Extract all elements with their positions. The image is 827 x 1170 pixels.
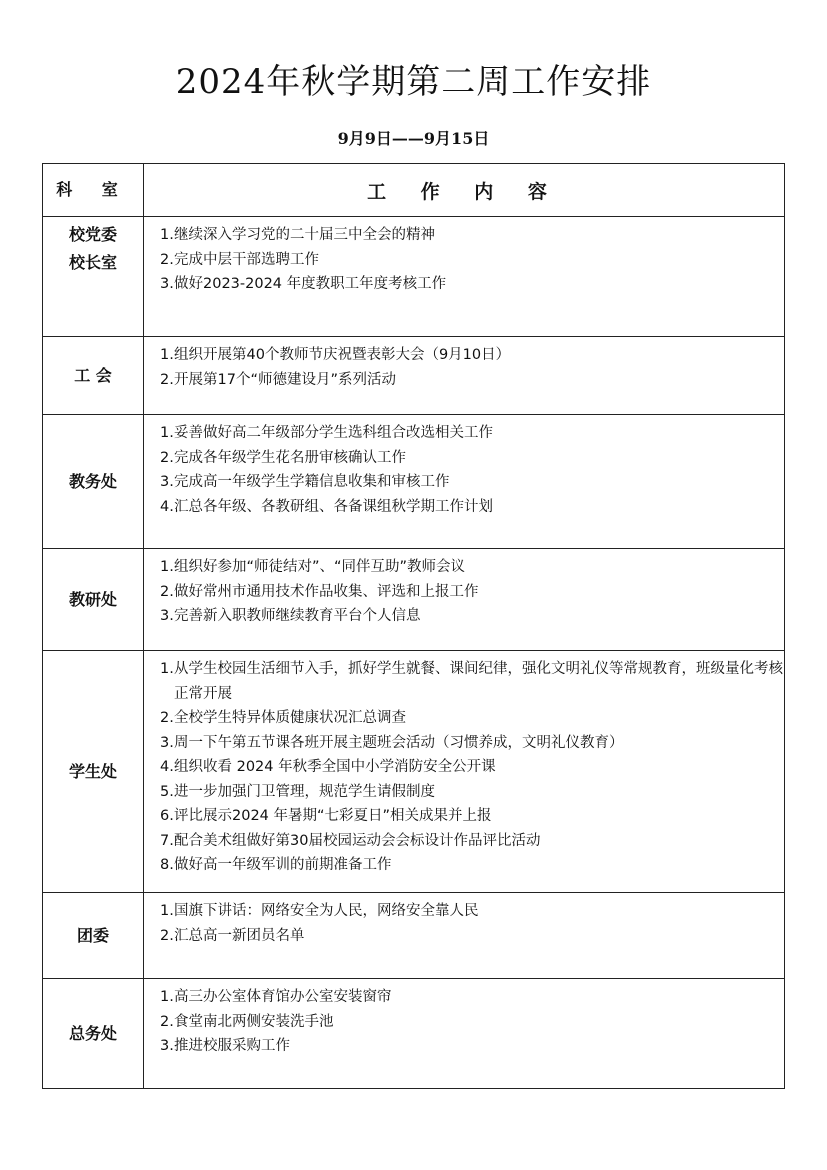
department-name: 总务处 (68, 1023, 117, 1043)
item-text: 配合美术组做好第30届校园运动会会标设计作品评比活动 (174, 832, 541, 849)
work-item (160, 580, 784, 605)
work-item (160, 804, 784, 829)
item-number: 1. (160, 559, 174, 575)
item-text: 评比展示2024 年暑期“七彩夏日”相关成果并上报 (174, 808, 492, 824)
table-row (43, 217, 785, 337)
work-item (160, 470, 784, 495)
department-cell (43, 651, 144, 893)
work-content-cell (144, 337, 785, 415)
work-item (160, 829, 784, 854)
work-item (160, 1010, 784, 1035)
item-number: 2. (160, 710, 174, 726)
work-item (160, 555, 784, 580)
item-text: 周一下午第五节课各班开展主题班会活动（习惯养成，文明礼仪教育） (174, 734, 624, 751)
work-item-list (160, 899, 784, 948)
item-number: 3. (160, 1038, 174, 1054)
item-text: 高三办公室体育馆办公室安装窗帘 (174, 989, 392, 1005)
item-number: 2. (160, 371, 174, 388)
work-item (160, 780, 784, 805)
item-number: 3. (160, 734, 174, 751)
item-text: 进一步加强门卫管理，规范学生请假制度 (174, 783, 435, 800)
work-item (160, 368, 784, 393)
work-item (160, 272, 784, 297)
work-item-list (160, 657, 784, 878)
work-item (160, 343, 784, 368)
item-number: 2. (160, 449, 174, 466)
item-number: 1. (160, 903, 174, 919)
content-header: 工 作 内 容 (144, 164, 785, 217)
department-name: 教务处 (68, 471, 117, 491)
item-text: 组织收看 2024 年秋季全国中小学消防安全公开课 (174, 759, 496, 775)
work-item-list (160, 223, 784, 297)
item-number: 2. (160, 927, 174, 944)
work-item (160, 853, 784, 878)
table-row (43, 651, 785, 893)
item-text: 完成高一年级学生学籍信息收集和审核工作 (174, 474, 450, 490)
work-item (160, 731, 784, 756)
table-header-row (43, 164, 785, 217)
table-row (43, 337, 785, 415)
item-text: 汇总各年级、各教研组、各备课组秋学期工作计划 (174, 498, 493, 515)
item-number: 1. (160, 425, 174, 441)
item-number: 2. (160, 1013, 174, 1030)
work-item-list (160, 555, 784, 629)
table-body (43, 217, 785, 1089)
work-item (160, 985, 784, 1010)
work-item (160, 706, 784, 731)
work-content-cell (144, 893, 785, 979)
item-text: 做好常州市通用技术作品收集、评选和上报工作 (174, 583, 479, 600)
department-name: 教研处 (68, 589, 117, 609)
work-item (160, 899, 784, 924)
department-name: 校党委 (68, 225, 117, 244)
work-content-cell (144, 217, 785, 337)
item-number: 7. (160, 832, 174, 849)
item-number: 3. (160, 276, 174, 292)
work-content-cell (144, 415, 785, 549)
item-text: 完善新入职教师继续教育平台个人信息 (174, 608, 421, 624)
document-title: 2024年秋学期第二周工作安排 (175, 62, 652, 102)
table-row (43, 549, 785, 651)
item-number: 6. (160, 808, 174, 824)
item-number: 5. (160, 783, 174, 800)
work-content-cell (144, 979, 785, 1089)
work-content-cell (144, 651, 785, 893)
department-cell (43, 415, 144, 549)
department-cell (43, 979, 144, 1089)
department-name: 工 会 (74, 365, 112, 385)
work-item (160, 248, 784, 273)
item-number: 3. (160, 608, 174, 624)
schedule-table (42, 163, 785, 1089)
department-cell (43, 337, 144, 415)
item-text: 做好2023-2024 年度教职工年度考核工作 (174, 276, 447, 292)
work-item (160, 421, 784, 446)
table-row (43, 415, 785, 549)
department-header: 科 室 (43, 164, 144, 217)
department-cell (43, 549, 144, 651)
work-item (160, 604, 784, 629)
item-text: 完成各年级学生花名册审核确认工作 (174, 449, 406, 466)
item-number: 8. (160, 857, 174, 873)
item-text: 做好高一年级军训的前期准备工作 (174, 857, 392, 873)
work-item (160, 495, 784, 520)
item-text: 继续深入学习党的二十届三中全会的精神 (174, 227, 435, 243)
work-item-list (160, 421, 784, 519)
item-number: 1. (160, 227, 174, 243)
work-item (160, 755, 784, 780)
item-text: 组织开展第40个教师节庆祝暨表彰大会（9月10日） (174, 347, 511, 363)
item-text: 国旗下讲话：网络安全为人民，网络安全靠人民 (174, 903, 479, 919)
work-item-list (160, 343, 784, 392)
work-content-cell (144, 549, 785, 651)
item-text: 全校学生特异体质健康状况汇总调查 (174, 710, 406, 726)
table-row (43, 893, 785, 979)
item-number: 1. (160, 347, 174, 363)
item-text: 从学生校园生活细节入手，抓好学生就餐、课间纪律，强化文明礼仪等常规教育，班级量化考核正常开展 (174, 661, 783, 702)
table-row (43, 979, 785, 1089)
item-text: 组织好参加“师徒结对”、“同伴互助”教师会议 (174, 559, 466, 575)
item-text: 食堂南北两侧安装洗手池 (174, 1013, 334, 1030)
item-text: 完成中层干部选聘工作 (174, 251, 319, 268)
work-item (160, 1034, 784, 1059)
department-cell (43, 217, 144, 337)
work-item (160, 446, 784, 471)
item-number: 2. (160, 583, 174, 600)
work-item (160, 924, 784, 949)
item-text: 推进校服采购工作 (174, 1038, 290, 1054)
item-number: 4. (160, 498, 174, 515)
department-name: 团委 (76, 925, 109, 945)
item-number: 1. (160, 661, 174, 677)
item-number: 3. (160, 474, 174, 490)
work-item (160, 657, 784, 706)
department-cell (43, 893, 144, 979)
date-range: 9月9日——9月15日 (337, 129, 490, 148)
item-text: 妥善做好高二年级部分学生选科组合改选相关工作 (174, 425, 493, 441)
work-item (160, 223, 784, 248)
item-number: 1. (160, 989, 174, 1005)
department-name: 校长室 (68, 253, 117, 272)
department-name: 学生处 (68, 761, 117, 781)
item-number: 2. (160, 251, 174, 268)
item-text: 汇总高一新团员名单 (174, 927, 305, 944)
item-number: 4. (160, 759, 174, 775)
item-text: 开展第17个“师德建设月”系列活动 (174, 371, 396, 388)
work-item-list (160, 985, 784, 1059)
